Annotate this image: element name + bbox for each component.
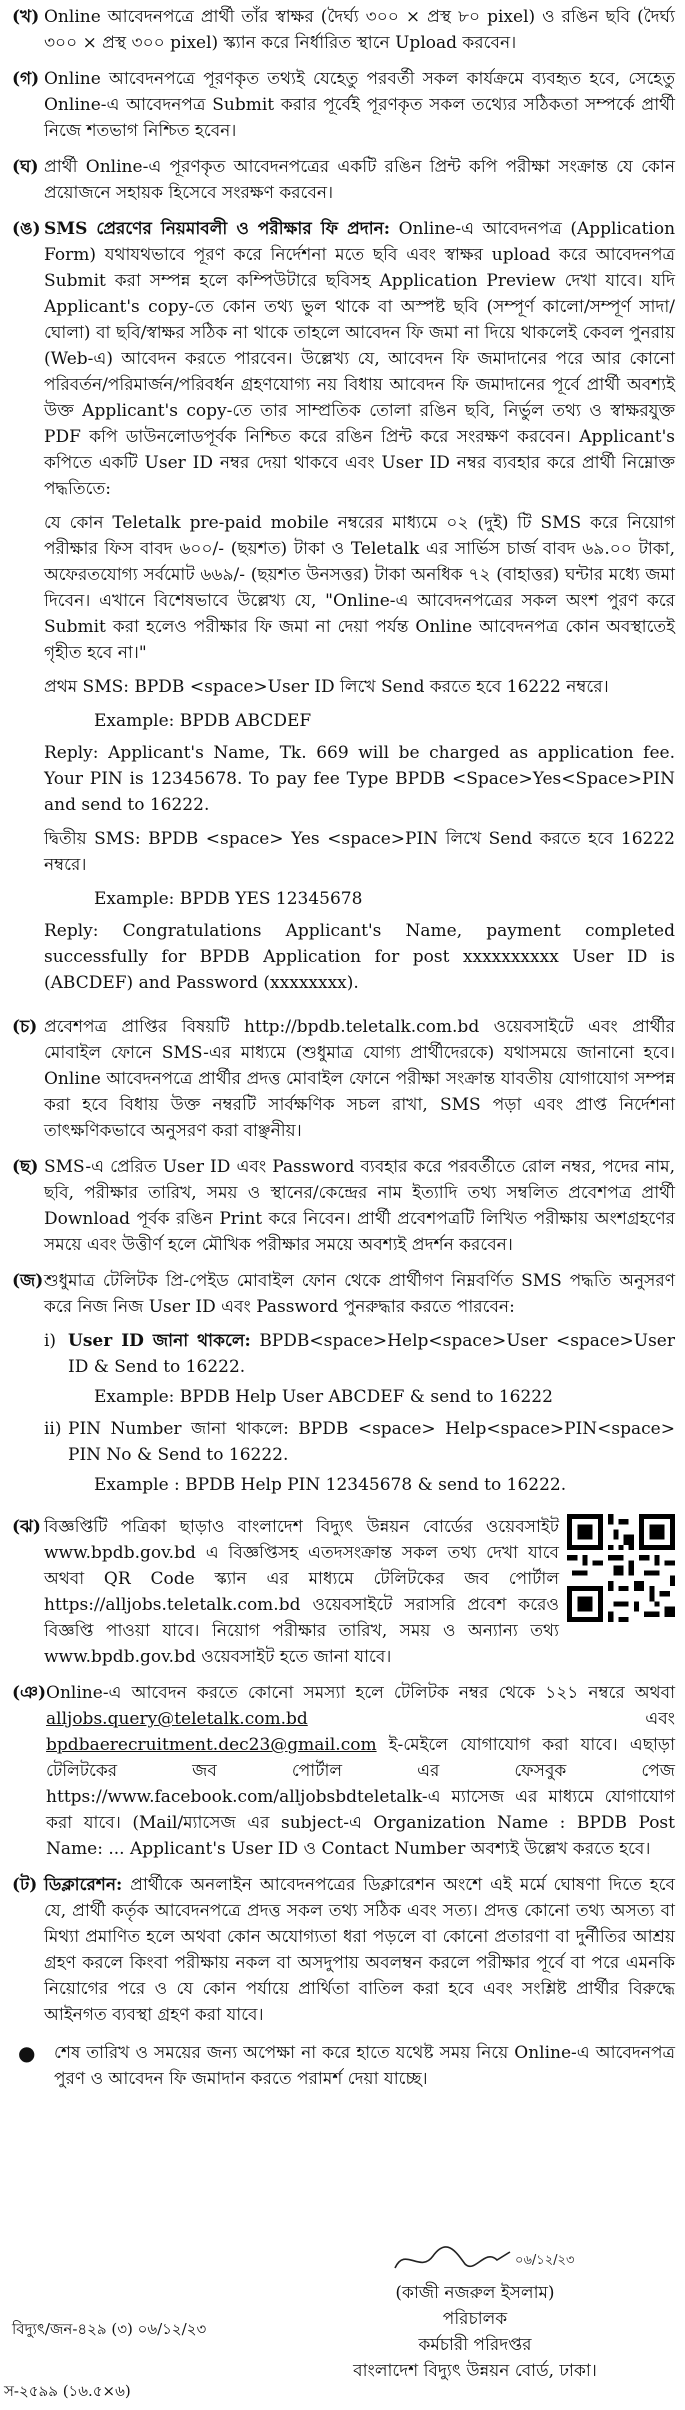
item-marker: (ঘ) [12,157,39,177]
example-userid: Example: BPDB Help User ABCDEF & send to 16222 [94,1387,553,1407]
qr-code-icon[interactable] [567,1514,675,1622]
sms-body [44,216,675,1004]
notice-section [12,1514,675,1670]
contact-text-2: এবং [645,1709,675,1729]
recover-body [44,1268,675,1504]
login-section [12,1154,675,1258]
footer-code: স-২৫৯৯ (১৬.৫×৬) [4,2382,131,2400]
item-marker: (ঙ) [12,219,41,239]
item-kha [12,4,675,56]
sub-marker: i) [44,1331,57,1351]
reply-2: Reply: Congratulations Applicant's Name, payment completed successfully for BPDB Application for post xxxxxxxxxx User ID is (ABCDEF) and Password (xxxxxxxx). [44,921,675,993]
recover-section [12,1268,675,1504]
item-marker: (জ) [12,1271,44,1291]
item-marker: (খ) [12,7,40,27]
item-marker: (ঞ) [12,1683,47,1703]
sms-intro-text: Online-এ আবেদনপত্র (Application Form) যথাযথভাবে পূরণ করে নির্দেশনা মতে ছবি এবং স্বাক্ষর upload করে আবেদনপত্র Submit করা সম্পন্ন হলে কম্পিউটারে ছবিসহ Application Preview দেখা যাবে। যদি Applicant's copy-তে কোন তথ্য ভুল থাকে বা অস্পষ্ট ছবি (সম্পূর্ণ কালো/সম্পূর্ণ সাদা/ঘোলা) বা ছবি/স্বাক্ষর সঠিক না থাকে তাহলে আবেদন ফি জমা না দিয়ে থাকলেই কেবল পুনরায় (Web-এ) আবেদন করতে পারবেন। উল্লেখ্য যে, আবেদন ফি জমাদানের পরে আর কোনো পরিবর্তন/পরিমার্জন/পরিবর্ধন গ্রহণযোগ্য নয় বিধায় আবেদন ফি জমাদানের পূর্বে প্রার্থী অবশ্যই উক্ত Applicant's copy-তে তার সাম্প্রতিক তোলা রঙিন ছবি, নির্ভুল তথ্য ও স্বাক্ষরযুক্ত PDF কপি ডাউনলোডপূর্বক নিশ্চিত করে রঙিন প্রিন্ট করে সংরক্ষণ করবেন। Applicant's কপিতে একটি User ID নম্বর দেয়া থাকবে এবং User ID নম্বর ব্যবহার করে প্রার্থী নিম্নোক্ত পদ্ধতিতে: [44,219,676,499]
admit-card-section [12,1014,675,1144]
email-link-bpdb[interactable]: bpdbaerecruitment.dec23@gmail.com [46,1735,377,1755]
declaration-text: প্রার্থীকে অনলাইন আবেদনপত্রের ডিক্লারেশন অংশে এই মর্মে ঘোষণা দিতে হবে যে, প্রার্থী কর্তৃক আবেদনপত্রে প্রদত্ত সকল তথ্য সঠিক এবং সত্য। প্রদত্ত কোনো তথ্য অসত্য বা মিথ্যা প্রমাণিত হলে অথবা কোন অযোগ্যতা ধরা পড়লে বা কোনো প্রতারণা বা দুর্নীতির আশ্রয় গ্রহণ করলে কিংবা পরীক্ষায় নকল বা অসদুপায় অবলম্বন করলে পরীক্ষার পূর্বে বা পরে এমনকি নিয়োগের পরে ও যে কোন পর্যায়ে প্রার্থিতা বাতিল করা হবে এবং সংশ্লিষ্ট প্রার্থীর বিরুদ্ধে আইনগত ব্যবস্থা গ্রহণ করা যাবে। [44,1875,676,2025]
login-text: SMS-এ প্রেরিত User ID এবং Password ব্যবহার করে পরবর্তীতে রোল নম্বর, পদের নাম, ছবি, পরীক্ষার তারিখ, সময় ও স্থানের/কেন্দ্রের নাম ইত্যাদি তথ্য সম্বলিত প্রবেশপত্র প্রার্থী Download পূর্বক রঙিন Print করে নিবেন। প্রার্থী প্রবেশপত্রটি লিখিত পরীক্ষায় অংশগ্রহণের সময়ে এবং উত্তীর্ণ হলে মৌখিক পরীক্ষার সময়ে অবশ্যই প্রদর্শন করবেন। [44,1157,675,1255]
item-marker: (চ) [12,1017,38,1037]
final-note-text: শেষ তারিখ ও সময়ের জন্য অপেক্ষা না করে হাতে যথেষ্ট সময় নিয়ে Online-এ আবেদনপত্র পুরণ ও আবেদন ফি জমাদান করতে পরামর্শ দেয়া যাচ্ছে। [54,2043,675,2089]
signature-date: ০৬/১২/২৩ [515,2253,575,2268]
memo-number: বিদ্যুৎ/জন-৪২৯ (৩) ০৬/১২/২৩ [12,2320,207,2338]
pin-command: PIN Number জানা থাকলে: BPDB <space> Help<space>PIN<space> PIN No & Send to 16222. [68,1419,675,1465]
sub-marker: ii) [44,1419,62,1439]
item-marker: (ট) [12,1875,38,1895]
bullet-dot-icon: ● [18,2041,36,2065]
declaration-title: ডিক্লারেশন: [44,1875,123,1895]
item-marker: (ঝ) [12,1517,41,1537]
fee-text: যে কোন Teletalk pre-paid mobile নম্বরের মাধ্যমে ০২ (দুই) টি SMS করে নিয়োগ পরীক্ষার ফিস বাবদ ৬০০/- (ছয়শত) টাকা ও Teletalk এর সার্ভিস চার্জ বাবদ ৬৯.০০ টাকা, অফেরতযোগ্য সর্বমোট ৬৬৯/- (ছয়শত উনসত্তর) টাকা অনধিক ৭২ (বাহাত্তর) ঘন্টার মধ্যে জমা দিবেন। এখানে বিশেষভাবে উল্লেখ্য যে, "Online-এ আবেদনপত্রের সকল অংশ পুরণ করে Submit করা হলেও পরীক্ষার ফি জমা না দেয়া পর্যন্ত Online আবেদনপত্র কোন অবস্থাতেই গৃহীত হবে না।" [44,513,675,663]
first-sms: প্রথম SMS: BPDB <space>User ID লিখে Send করতে হবে 16222 নম্বরে। [44,677,609,697]
sms-section [12,216,675,1004]
email-link-teletalk[interactable]: alljobs.query@teletalk.com.bd [46,1709,308,1729]
declaration-section [12,1872,675,2028]
example-2: Example: BPDB YES 12345678 [94,889,363,909]
userid-label: User ID জানা থাকলে: [68,1331,251,1351]
signatory-name: (কাজী নজরুল ইসলাম) [395,2283,555,2303]
item-ga [12,66,675,144]
contact-text-1: Online-এ আবেদন করতে কোনো সমস্যা হলে টেলিটক নম্বর থেকে ১২১ নম্বরে অথবা [46,1683,675,1703]
item-text: Online আবেদনপত্রে প্রার্থী তাঁর স্বাক্ষর (দৈর্ঘ্য ৩০০ × প্রস্থ ৮০ pixel) ও রঙিন ছবি (দৈর্ঘ্য ৩০০ × প্রস্থ ৩০০ pixel) স্ক্যান করে নির্ধারিত স্থানে Upload করবেন। [44,7,675,53]
signature-block [325,2240,625,2384]
second-sms: দ্বিতীয় SMS: BPDB <space> Yes <space>PIN লিখে Send করতে হবে 16222 নম্বরে। [44,829,675,875]
final-note [12,2040,675,2092]
item-marker: (ছ) [12,1157,39,1177]
recover-text: শুধুমাত্র টেলিটক প্রি-পেইড মোবাইল ফোন থেকে প্রার্থীগণ নিম্নবর্ণিত SMS পদ্ধতি অনুসরণ করে নিজ নিজ User ID এবং Password পুনরুদ্ধার করতে পারবেন: [44,1271,675,1317]
example-1: Example: BPDB ABCDEF [94,711,312,731]
item-text: প্রার্থী Online-এ পূরণকৃত আবেদনপত্রের একটি রঙিন প্রিন্ট কপি পরীক্ষা সংক্রান্ত যে কোন প্রয়োজনে সহায়ক হিসেবে সংরক্ষণ করবেন। [44,157,675,203]
contact-body [46,1680,675,1862]
reply-1: Reply: Applicant's Name, Tk. 669 will be charged as application fee. Your PIN is 12345678. To pay fee Type BPDB <Space>Yes<Space>PIN and send to 16222. [44,743,675,815]
userid-command: BPDB<space>Help<space>User <space>User ID & Send to 16222. [68,1331,675,1377]
recover-option-i [44,1328,675,1380]
signatory-org: বাংলাদেশ বিদ্যুৎ উন্নয়ন বোর্ড, ঢাকা। [353,2361,597,2381]
contact-section [12,1680,675,1862]
signature-mark [325,2240,625,2280]
example-pin: Example : BPDB Help PIN 12345678 & send to 16222. [94,1475,567,1495]
admit-text: প্রবেশপত্র প্রাপ্তির বিষয়টি http://bpdb.teletalk.com.bd ওয়েবসাইটে এবং প্রার্থীর মোবাইল ফোনে SMS-এর মাধ্যমে (শুধুমাত্র যোগ্য প্রার্থীদেরকে) যথাসময়ে জানানো হবে। Online আবেদনপত্রে প্রার্থীর প্রদত্ত মোবাইল ফোনে পরীক্ষা সংক্রান্ত যাবতীয় যোগাযোগ সম্পন্ন করা হবে বিধায় উক্ত নম্বরটি সার্বক্ষণিক সচল রাখা, SMS পড়া এবং প্রাপ্ত নির্দেশনা তাৎক্ষণিকভাবে অনুসরণ করা বাঞ্ছনীয়। [44,1017,675,1141]
recover-option-ii [44,1416,675,1468]
contact-text-3: ই-মেইলে যোগাযোগ করা যাবে। এছাড়া টেলিটকের জব পোর্টাল এর ফেসবুক পেজ https://www.facebook.com/alljobsbdteletalk-এ ম্যাসেজ এর মাধ্যমে যোগাযোগ করা যাবে। (Mail/ম্যাসেজ এর subject-এ Organization Name : BPDB Post Name: ... Applicant's User ID ও Contact Number অবশ্যই উল্লেখ করতে হবে। [46,1735,675,1859]
notice-body [44,1514,675,1670]
item-marker: (গ) [12,69,40,89]
signatory-department: কর্মচারী পরিদপ্তর [418,2335,532,2355]
notice-text: বিজ্ঞপ্তিটি পত্রিকা ছাড়াও বাংলাদেশ বিদ্যুৎ উন্নয়ন বোর্ডের ওয়েবসাইট www.bpdb.gov.bd এ বিজ্ঞপ্তিসহ এতদসংক্রান্ত সকল তথ্য দেখা যাবে অথবা QR Code স্ক্যান এর মাধ্যমে টেলিটকের জব পোর্টাল https://alljobs.teletalk.com.bd ওয়েবসাইটে সরাসরি প্রবেশ করেও বিজ্ঞপ্তি পাওয়া যাবে। নিয়োগ পরীক্ষার তারিখ, সময় ও অন্যান্য তথ্য www.bpdb.gov.bd ওয়েবসাইট হতে জানা যাবে। [44,1517,559,1667]
item-text: Online আবেদনপত্রে পূরণকৃত তথ্যই যেহেতু পরবর্তী সকল কার্যক্রমে ব্যবহৃত হবে, সেহেতু Online-এ আবেদনপত্র Submit করার পূর্বেই পূরণকৃত সকল তথ্যের সঠিকতা সম্পর্কে প্রার্থী নিজে শতভাগ নিশ্চিত হবেন। [44,69,675,141]
declaration-body [44,1872,675,2028]
sms-intro [44,216,675,502]
signatory-designation: পরিচালক [442,2309,508,2329]
item-gha [12,154,675,206]
sms-title: SMS প্রেরণের নিয়মাবলী ও পরীক্ষার ফি প্রদান: [44,219,391,239]
